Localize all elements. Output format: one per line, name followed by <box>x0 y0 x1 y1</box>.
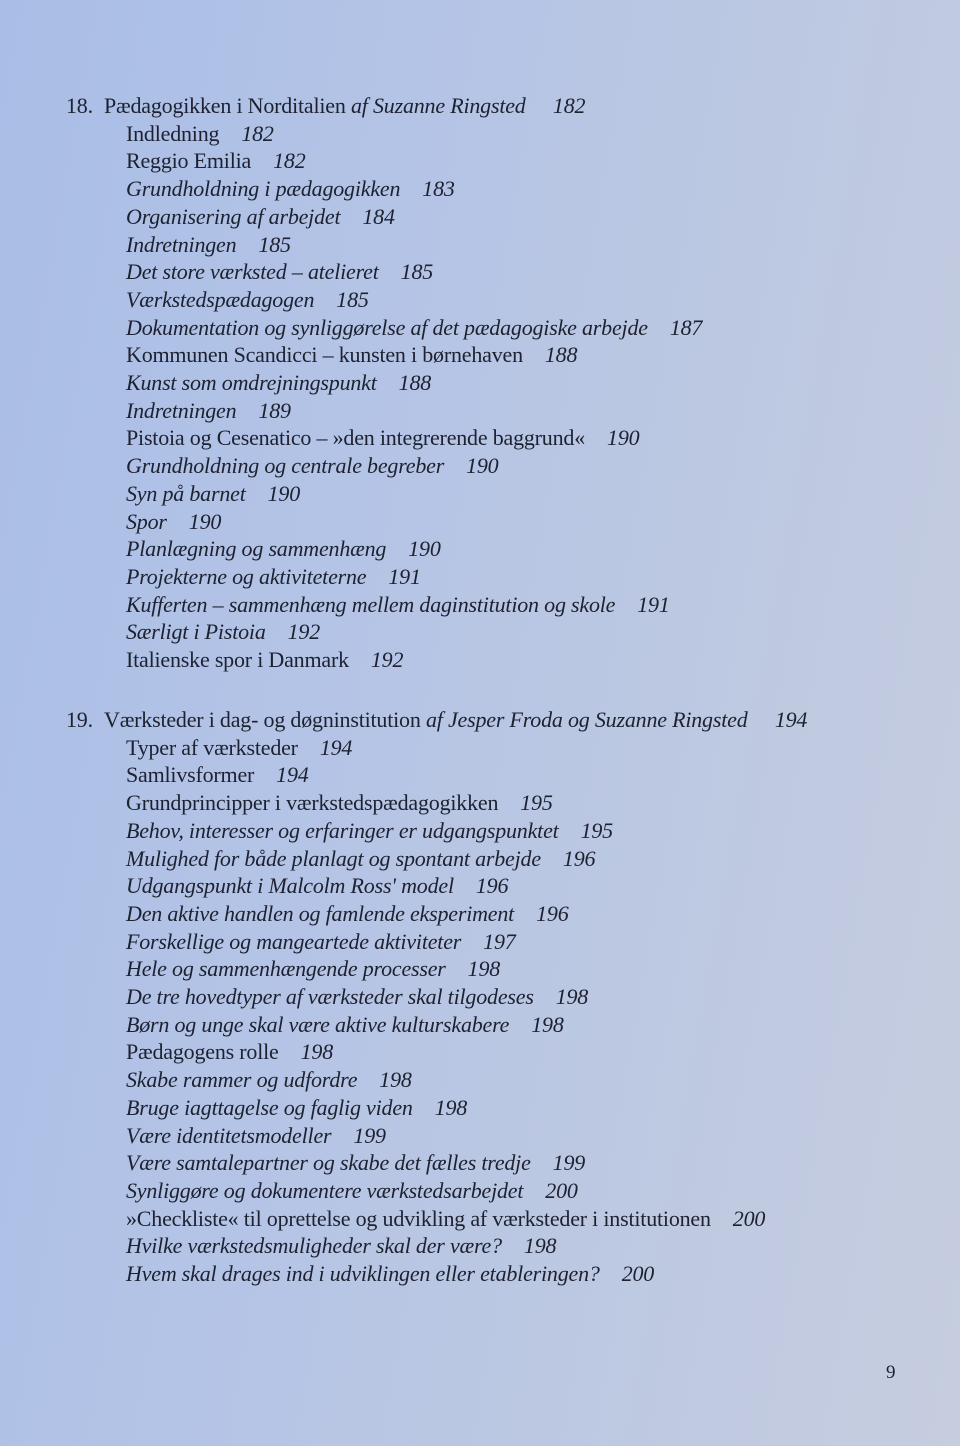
toc-entry <box>66 424 936 452</box>
toc-entry <box>66 734 936 762</box>
chapter-title: Værksteder i dag- og døgninstitution <box>104 707 421 732</box>
entry-title: Typer af værksteder <box>126 734 298 760</box>
entry-title: Behov, interesser og erfaringer er udgangspunktet <box>126 817 559 843</box>
toc-entry <box>66 1205 936 1233</box>
entry-page: 198 <box>434 1094 468 1120</box>
entry-title: Indretningen <box>126 397 237 423</box>
toc-entry <box>66 452 936 480</box>
entry-page: 196 <box>562 845 596 871</box>
entry-page: 194 <box>319 734 353 760</box>
entry-page: 185 <box>400 259 434 285</box>
entry-title: Reggio Emilia <box>126 148 252 174</box>
toc-entry <box>66 1011 936 1039</box>
entry-page: 188 <box>544 342 578 368</box>
entry-title: Organisering af arbejdet <box>126 203 341 229</box>
entry-title: Bruge iagttagelse og faglig viden <box>126 1094 413 1120</box>
entry-page: 191 <box>637 591 670 617</box>
toc-entry <box>66 1149 936 1177</box>
toc-entry <box>66 397 936 425</box>
toc-entry <box>66 203 936 231</box>
entry-title: Planlægning og sammenhæng <box>126 536 387 562</box>
toc-entry <box>66 1094 936 1122</box>
entry-page: 196 <box>536 900 569 926</box>
entry-page: 196 <box>475 873 509 899</box>
entry-title: Pistoia og Cesenatico – »den integrerende baggrund« <box>126 425 586 451</box>
entry-page: 188 <box>398 370 432 396</box>
entry-page: 200 <box>545 1177 578 1203</box>
chapter-19 <box>66 706 936 1288</box>
toc-entry <box>66 314 936 342</box>
entry-title: Børn og unge skal være aktive kulturskabere <box>126 1011 510 1037</box>
entry-title: Mulighed for både planlagt og spontant arbejde <box>126 845 541 871</box>
entry-title: Grundprincipper i værkstedspædagogikken <box>126 790 499 816</box>
entry-title: Være identitetsmodeller <box>126 1122 332 1148</box>
toc-entry <box>66 563 936 591</box>
entry-page: 195 <box>580 817 613 843</box>
entry-title: »Checkliste« til oprettelse og udvikling af værksteder i institutionen <box>126 1205 711 1231</box>
toc-entry <box>66 1232 936 1260</box>
entry-page: 198 <box>531 1011 564 1037</box>
entry-title: Hele og sammenhængende processer <box>126 956 446 982</box>
chapter-number: 18. <box>66 93 93 118</box>
entry-title: Grundholdning i pædagogikken <box>126 176 401 202</box>
entry-page: 200 <box>732 1205 766 1231</box>
entry-title: Spor <box>126 508 167 534</box>
toc-entry <box>66 789 936 817</box>
entry-title: Grundholdning og centrale begreber <box>126 453 445 479</box>
chapter-author: af Suzanne Ringsted <box>350 93 526 118</box>
entry-page: 199 <box>552 1150 586 1176</box>
chapter-page: 194 <box>774 707 808 732</box>
entry-page: 190 <box>188 508 222 534</box>
toc-entry <box>66 175 936 203</box>
entry-title: Samlivsformer <box>126 762 255 788</box>
entry-page: 189 <box>258 397 291 423</box>
toc-entry <box>66 900 936 928</box>
chapter-18 <box>66 92 936 674</box>
entry-page: 190 <box>408 536 441 562</box>
toc-entry <box>66 480 936 508</box>
entry-page: 197 <box>483 928 516 954</box>
toc-entry <box>66 1260 936 1288</box>
entry-title: Projekterne og aktiviteterne <box>126 563 367 589</box>
entry-page: 194 <box>276 762 309 788</box>
entry-page: 192 <box>370 647 404 673</box>
page-number: 9 <box>886 1362 896 1383</box>
toc-entry <box>66 286 936 314</box>
toc-entry <box>66 369 936 397</box>
entry-page: 200 <box>621 1261 655 1287</box>
toc-entry <box>66 341 936 369</box>
entry-title: Den aktive handlen og famlende eksperiment <box>126 900 515 926</box>
toc-entry <box>66 1177 936 1205</box>
entry-page: 185 <box>258 231 291 257</box>
toc-entry <box>66 983 936 1011</box>
chapter-heading <box>66 706 936 734</box>
toc-entry <box>66 231 936 259</box>
entry-page: 198 <box>523 1233 557 1259</box>
entry-page: 182 <box>273 148 306 174</box>
toc-entry <box>66 147 936 175</box>
entry-page: 185 <box>336 286 369 312</box>
toc-entry <box>66 872 936 900</box>
entry-title: Italienske spor i Danmark <box>126 647 349 673</box>
entry-page: 191 <box>388 563 421 589</box>
entry-page: 184 <box>362 203 395 229</box>
entry-title: Kunst som omdrejningspunkt <box>126 370 377 396</box>
toc-entry <box>66 955 936 983</box>
entry-page: 195 <box>520 790 553 816</box>
toc-entry <box>66 508 936 536</box>
entry-page: 182 <box>241 120 274 146</box>
entry-title: Kufferten – sammenhæng mellem daginstitution og skole <box>126 591 616 617</box>
entry-page: 187 <box>669 314 703 340</box>
entry-title: Det store værksted – atelieret <box>126 259 379 285</box>
entry-title: Være samtalepartner og skabe det fælles tredje <box>126 1150 531 1176</box>
entry-title: Indledning <box>126 120 220 146</box>
entry-page: 198 <box>555 984 589 1010</box>
entry-title: Udgangspunkt i Malcolm Ross' model <box>126 873 454 899</box>
entry-title: Syn på barnet <box>126 480 246 506</box>
entry-title: Skabe rammer og udfordre <box>126 1067 358 1093</box>
entry-title: De tre hovedtyper af værksteder skal tilgodeses <box>126 984 534 1010</box>
toc-entry <box>66 120 936 148</box>
entry-title: Hvem skal drages ind i udviklingen eller etableringen? <box>126 1261 600 1287</box>
entry-page: 198 <box>379 1067 412 1093</box>
toc-entry <box>66 761 936 789</box>
entry-title: Kommunen Scandicci – kunsten i børnehaven <box>126 342 523 368</box>
toc-entry <box>66 845 936 873</box>
entry-page: 192 <box>287 619 321 645</box>
toc-entry <box>66 591 936 619</box>
entry-page: 199 <box>353 1122 386 1148</box>
chapter-number: 19. <box>66 707 93 732</box>
chapter-heading <box>66 92 936 120</box>
entry-title: Indretningen <box>126 231 237 257</box>
entry-title: Hvilke værkstedsmuligheder skal der være? <box>126 1233 502 1259</box>
entry-page: 190 <box>267 480 301 506</box>
chapter-title: Pædagogikken i Norditalien <box>104 93 346 118</box>
toc-entry <box>66 1122 936 1150</box>
entry-page: 198 <box>467 956 501 982</box>
toc-entry <box>66 535 936 563</box>
entry-page: 183 <box>422 176 455 202</box>
toc-entry <box>66 618 936 646</box>
toc-entry <box>66 646 936 674</box>
toc-entry <box>66 817 936 845</box>
entry-title: Synliggøre og dokumentere værkstedsarbejdet <box>126 1177 524 1203</box>
toc-entry <box>66 928 936 956</box>
chapter-author: af Jesper Froda og Suzanne Ringsted <box>425 707 748 732</box>
entry-list <box>66 734 936 1288</box>
entry-title: Forskellige og mangeartede aktiviteter <box>126 928 462 954</box>
chapter-page: 182 <box>552 93 586 118</box>
entry-page: 198 <box>300 1039 334 1065</box>
toc-entry <box>66 258 936 286</box>
toc-entry <box>66 1038 936 1066</box>
entry-page: 190 <box>607 425 640 451</box>
entry-list <box>66 120 936 674</box>
entry-title: Værkstedspædagogen <box>126 286 315 312</box>
entry-page: 190 <box>466 453 499 479</box>
toc-entry <box>66 1066 936 1094</box>
entry-title: Pædagogens rolle <box>126 1039 279 1065</box>
entry-title: Særligt i Pistoia <box>126 619 266 645</box>
entry-title: Dokumentation og synliggørelse af det pædagogiske arbejde <box>126 314 648 340</box>
